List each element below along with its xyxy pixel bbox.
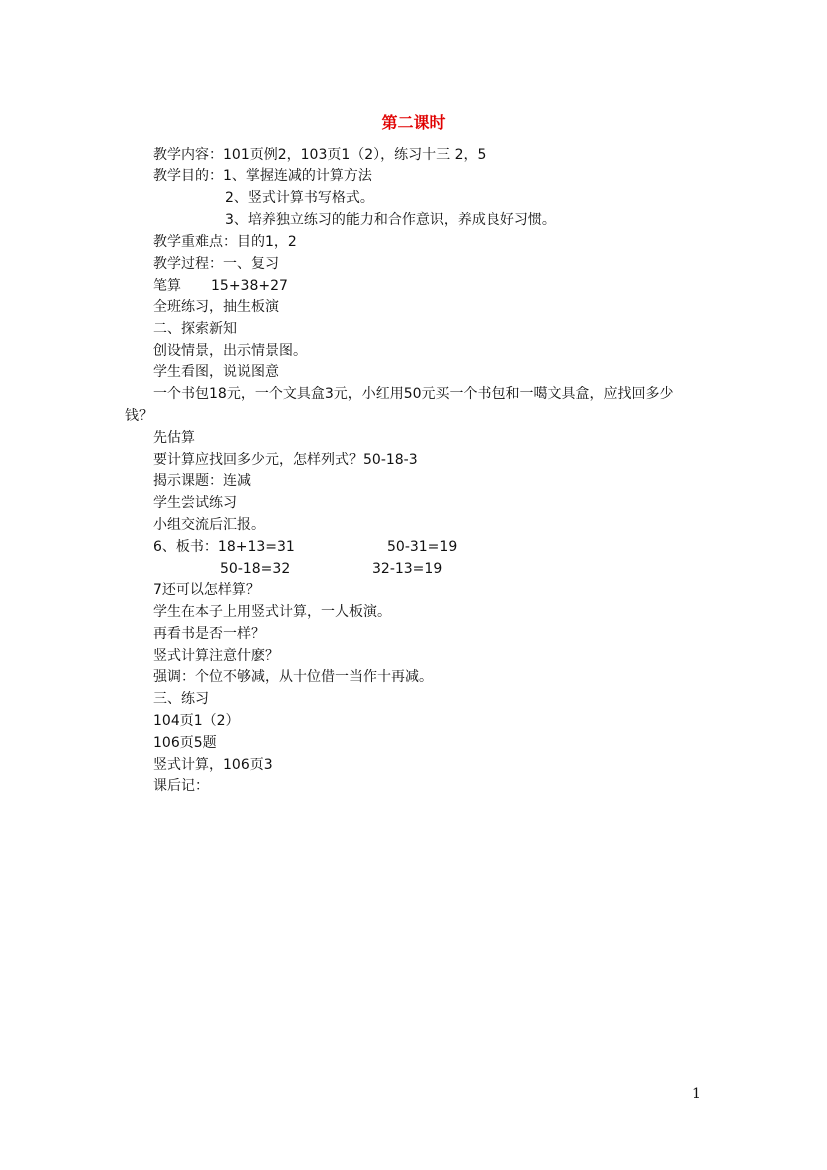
practice-item-2: 106页5题 (153, 735, 217, 751)
practice-item-1: 104页1（2） (153, 713, 240, 729)
class-practice: 全班练习，抽生板演 (153, 299, 279, 315)
lesson-topic: 揭示课题：连减 (153, 473, 251, 489)
teaching-goal-2: 2、竖式计算书写格式。 (225, 190, 374, 206)
board-work-2: 50-31=19 (387, 539, 458, 555)
written-calc-expression: 15+38+27 (211, 278, 288, 294)
estimate-first: 先估算 (153, 430, 195, 446)
board-work-1: 6、板书：18+13=31 (153, 539, 295, 555)
page-number: 1 (692, 1086, 701, 1102)
practice-item-3: 竖式计算，106页3 (153, 757, 273, 773)
after-class-notes: 课后记： (153, 778, 209, 794)
key-points: 教学重难点：目的1，2 (153, 234, 297, 250)
teaching-goal-1: 教学目的：1、掌握连减的计算方法 (153, 168, 372, 184)
formula-question: 要计算应找回多少元，怎样列式？50-18-3 (153, 452, 418, 468)
process-review: 教学过程：一、复习 (153, 256, 279, 272)
student-observe: 学生看图，说说图意 (153, 364, 279, 380)
board-work-3: 50-18=32 (220, 561, 291, 577)
scenario-setup: 创设情景，出示情景图。 (153, 343, 307, 359)
other-methods: 7还可以怎样算？ (153, 582, 260, 598)
vertical-calc-practice: 学生在本子上用竖式计算，一人板演。 (153, 604, 391, 620)
written-calc-label: 笔算 (153, 278, 181, 294)
vertical-calc-notes: 竖式计算注意什麽？ (153, 648, 279, 664)
teaching-content: 教学内容：101页例2，103页1（2），练习十三 2，5 (153, 147, 487, 163)
check-book: 再看书是否一样？ (153, 626, 265, 642)
board-work-4: 32-13=19 (372, 561, 443, 577)
group-report: 小组交流后汇报。 (153, 517, 265, 533)
teaching-goal-3: 3、培养独立练习的能力和合作意识，养成良好习惯。 (225, 212, 556, 228)
lesson-title: 第二课时 (381, 113, 446, 132)
section-practice: 三、练习 (153, 691, 209, 707)
word-problem: 一个书包18元，一个文具盒3元，小红用50元买一个书包和一噶文具盒，应找回多少 (153, 386, 674, 402)
section-explore: 二、探索新知 (153, 321, 237, 337)
word-problem-continued: 钱？ (125, 408, 153, 424)
student-try: 学生尝试练习 (153, 495, 237, 511)
emphasis: 强调：个位不够减，从十位借一当作十再减。 (153, 669, 433, 685)
